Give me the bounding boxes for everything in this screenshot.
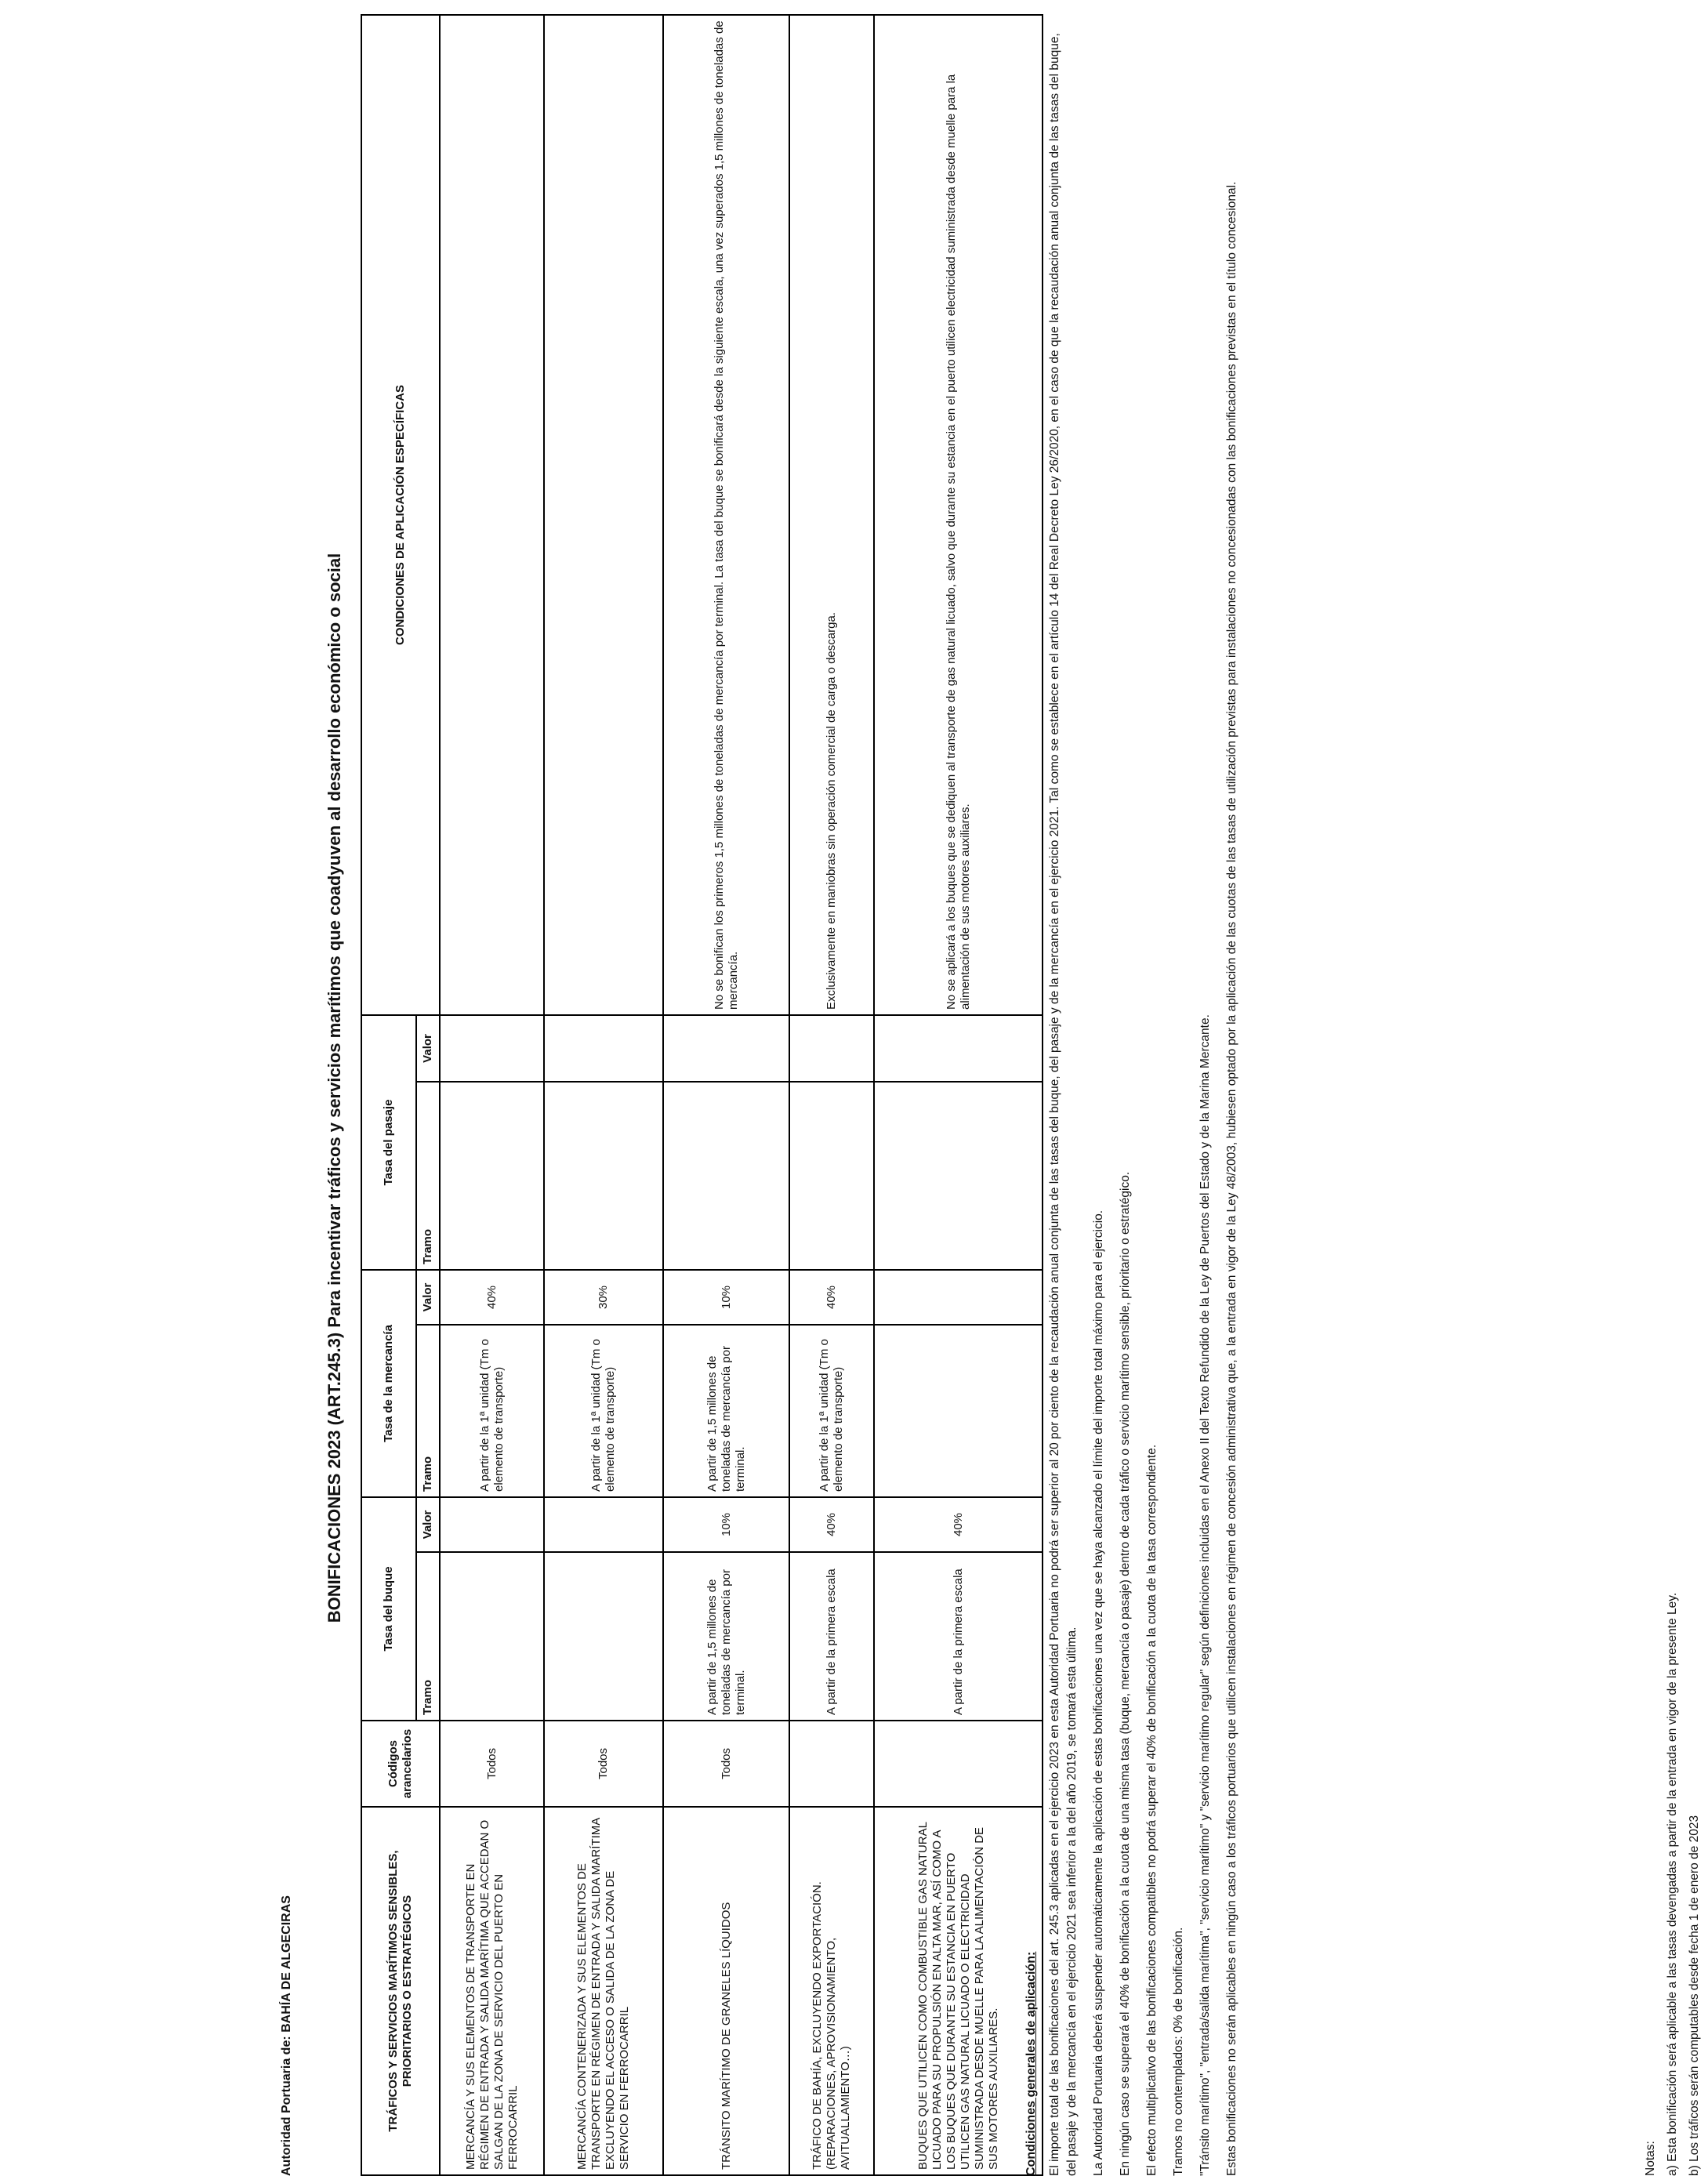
subheader-merc-tramo: Tramo bbox=[416, 1325, 440, 1497]
condition-paragraph: El efecto multiplicativo de las bonificaciones compatibles no podrá superar el 40% de bonificación a la cuota de la tasa correspondiente. bbox=[1145, 1444, 1159, 2176]
header-tasa-mercancia: Tasa de la mercancía bbox=[361, 1270, 416, 1497]
cell-codigos bbox=[789, 1721, 874, 1807]
cell-trafico: TRÁFICO DE BAHÍA, EXCLUYENDO EXPORTACIÓN. (REPARACIONES, APROVISIONAMIENTO, AVITUALLAMIENTO…) bbox=[789, 1807, 874, 2175]
cell-merc-valor: 40% bbox=[440, 1270, 544, 1325]
condition-paragraph: La Autoridad Portuaria deberá suspender automáticamente la aplicación de estas bonificaciones una vez que se haya alcanzado el límite del importe total máximo para el ejercicio. bbox=[1092, 1209, 1105, 2176]
cell-condiciones: No se aplicará a los buques que se dediquen al transporte de gas natural licuado, salvo que durante su estancia en el puerto utilicen electricidad suministrada desde muelle para la alimentación de sus motores auxiliares. bbox=[874, 15, 1043, 1015]
header-tasa-pasaje: Tasa del pasaje bbox=[361, 1015, 416, 1270]
cell-buque-tramo bbox=[544, 1552, 663, 1721]
note-item: b) Los tráficos serán computables desde fecha 1 de enero de 2023 bbox=[1688, 1815, 1701, 2176]
cell-pasaje-valor bbox=[874, 1015, 1043, 1082]
condition-paragraph: Tramos no contemplados: 0% de bonificación. bbox=[1172, 1927, 1185, 2176]
cell-merc-tramo: A partir de la 1ª unidad (Tm o elemento de transporte) bbox=[789, 1325, 874, 1497]
condition-paragraph: El importe total de las bonificaciones del art. 245.3 aplicadas en el ejercicio 2023 en esta Autoridad Portuaria no podrá ser superior al 20 por ciento de la recaudación anual conjunta de las tasas del buque, del pasaje y de la mercancía en el ejercicio 2021. Tal como se establece en el artículo 14 del Real Decreto Ley 26/2020, en el caso de que la recaudación anual conjunta de las tasas del buque, del pasaje y de la mercancía en el ejercicio 2021 sea inferior a la del año 2019, se tomará esta última. bbox=[1048, 33, 1079, 2176]
cell-trafico: BUQUES QUE UTILICEN COMO COMBUSTIBLE GAS NATURAL LICUADO PARA SU PROPULSIÓN EN ALTA MAR, ASÍ COMO A LOS BUQUES QUE DURANTE SU ESTANCIA EN PUERTO UTILICEN GAS NATURAL LICUADO O ELECTRICIDAD SUMINISTRADA DESDE MUELLE PARA LA ALIMENTACIÓN DE SUS MOTORES AUXILIARES. bbox=[874, 1807, 1043, 2175]
header-codigos: Códigos arancelarios bbox=[361, 1721, 440, 1807]
cell-trafico: MERCANCÍA CONTENERIZADA Y SUS ELEMENTOS DE TRANSPORTE EN RÉGIMEN DE ENTRADA Y SALIDA MARÍTIMA EXCLUYENDO EL ACCESO O SALIDA DE LA ZONA DE SERVICIO EN FERROCARRIL bbox=[544, 1807, 663, 2175]
cell-buque-valor: 10% bbox=[663, 1497, 789, 1552]
bonificaciones-table bbox=[361, 14, 1043, 2176]
cell-buque-tramo: A partir de la primera escala bbox=[789, 1552, 874, 1721]
cell-buque-valor: 40% bbox=[789, 1497, 874, 1552]
cell-buque-valor bbox=[440, 1497, 544, 1552]
table-header-row bbox=[361, 15, 416, 2175]
cell-condiciones bbox=[544, 15, 663, 1015]
cell-merc-valor: 30% bbox=[544, 1270, 663, 1325]
cell-trafico: MERCANCÍA Y SUS ELEMENTOS DE TRANSPORTE EN RÉGIMEN DE ENTRADA Y SALIDA MARÍTIMA QUE ACCEDAN O SALGAN DE LA ZONA DE SERVICIO DEL PUERTO EN FERROCARRIL bbox=[440, 1807, 544, 2175]
cell-merc-valor: 10% bbox=[663, 1270, 789, 1325]
condition-paragraph: En ningún caso se superará el 40% de bonificación a la cuota de una misma tasa (buque, mercancía o pasaje) dentro de cada tráfico o servicio marítimo sensible, prioritario o estratégico. bbox=[1119, 1171, 1132, 2176]
cell-buque-valor: 40% bbox=[874, 1497, 1043, 1552]
table-row bbox=[874, 15, 1043, 2175]
header-condiciones: CONDICIONES DE APLICACIÓN ESPECÍFICAS bbox=[361, 15, 440, 1015]
general-conditions bbox=[1023, 28, 1250, 2176]
table-row bbox=[544, 15, 663, 2175]
cell-buque-valor bbox=[544, 1497, 663, 1552]
subheader-buque-tramo: Tramo bbox=[416, 1552, 440, 1721]
subheader-pasaje-tramo: Tramo bbox=[416, 1082, 440, 1270]
cell-codigos: Todos bbox=[544, 1721, 663, 1807]
cell-pasaje-tramo bbox=[440, 1082, 544, 1270]
subheader-pasaje-valor: Valor bbox=[416, 1015, 440, 1082]
notes-section bbox=[1642, 28, 1708, 2176]
cell-pasaje-tramo bbox=[789, 1082, 874, 1270]
condition-paragraph: Estas bonificaciones no serán aplicables en ningún caso a los tráficos portuarios que utilicen instalaciones en régimen de concesión administrativa que, a la entrada en vigor de la Ley 48/2003, hubiesen optado por la aplicación de las cuotas de las tasas de utilización previstas para instalaciones no concesionadas con las bonificaciones previstas en el título concesional. bbox=[1225, 181, 1238, 2176]
cell-codigos: Todos bbox=[663, 1721, 789, 1807]
cell-pasaje-valor bbox=[544, 1015, 663, 1082]
subheader-buque-valor: Valor bbox=[416, 1497, 440, 1552]
cell-pasaje-valor bbox=[789, 1015, 874, 1082]
cell-merc-valor bbox=[874, 1270, 1043, 1325]
condition-paragraph: "Tránsito marítimo", "entrada/salida marítima", "servicio marítimo" y "servicio marítimo regular" según definiciones incluidas en el Anexo II del Texto Refundido de la Ley de Puertos del Estado y de la Marina Mercante. bbox=[1199, 1014, 1212, 2176]
table-row bbox=[663, 15, 789, 2175]
cell-buque-tramo: A partir de 1,5 millones de toneladas de mercancía por terminal. bbox=[663, 1552, 789, 1721]
subheader-merc-valor: Valor bbox=[416, 1270, 440, 1325]
cell-merc-tramo: A partir de la 1ª unidad (Tm o elemento de transporte) bbox=[544, 1325, 663, 1497]
cell-pasaje-tramo bbox=[544, 1082, 663, 1270]
cell-trafico: TRÁNSITO MARÍTIMO DE GRANELES LÍQUIDOS bbox=[663, 1807, 789, 2175]
cell-codigos bbox=[874, 1721, 1043, 1807]
cell-pasaje-valor bbox=[663, 1015, 789, 1082]
general-conditions-heading: Condiciones generales de aplicación: bbox=[1024, 1951, 1038, 2176]
cell-condiciones bbox=[440, 15, 544, 1015]
cell-merc-valor: 40% bbox=[789, 1270, 874, 1325]
notes-heading: Notas: bbox=[1644, 2141, 1657, 2176]
cell-merc-tramo bbox=[874, 1325, 1043, 1497]
cell-condiciones: No se bonifican los primeros 1,5 millones de toneladas de mercancía por terminal. La tasa del buque se bonificará desde la siguiente escala, una vez superados 1,5 millones de toneladas de mercancía. bbox=[663, 15, 789, 1015]
header-traficos: TRÁFICOS Y SERVICIOS MARÍTIMOS SENSIBLES, PRIORITARIOS O ESTRATÉGICOS bbox=[361, 1807, 440, 2175]
cell-codigos: Todos bbox=[440, 1721, 544, 1807]
cell-buque-tramo bbox=[440, 1552, 544, 1721]
note-item: a) Esta bonificación será aplicable a las tasas devengadas a partir de la entrada en vigor de la presente Ley. bbox=[1666, 1592, 1679, 2176]
table-row bbox=[789, 15, 874, 2175]
cell-pasaje-valor bbox=[440, 1015, 544, 1082]
document-title: BONIFICACIONES 2023 (ART.245.3) Para incentivar tráficos y servicios marítimos que coadyuven al desarrollo económico o social bbox=[325, 553, 344, 1623]
cell-buque-tramo: A partir de la primera escala bbox=[874, 1552, 1043, 1721]
header-tasa-buque: Tasa del buque bbox=[361, 1497, 416, 1721]
cell-condiciones: Exclusivamente en maniobras sin operación comercial de carga o descarga. bbox=[789, 15, 874, 1015]
cell-pasaje-tramo bbox=[663, 1082, 789, 1270]
port-authority-header: Autoridad Portuaria de: BAHÍA DE ALGECIRAS bbox=[280, 1895, 293, 2176]
table-row bbox=[440, 15, 544, 2175]
cell-merc-tramo: A partir de 1,5 millones de toneladas de mercancía por terminal. bbox=[663, 1325, 789, 1497]
cell-merc-tramo: A partir de la 1ª unidad (Tm o elemento de transporte) bbox=[440, 1325, 544, 1497]
cell-pasaje-tramo bbox=[874, 1082, 1043, 1270]
